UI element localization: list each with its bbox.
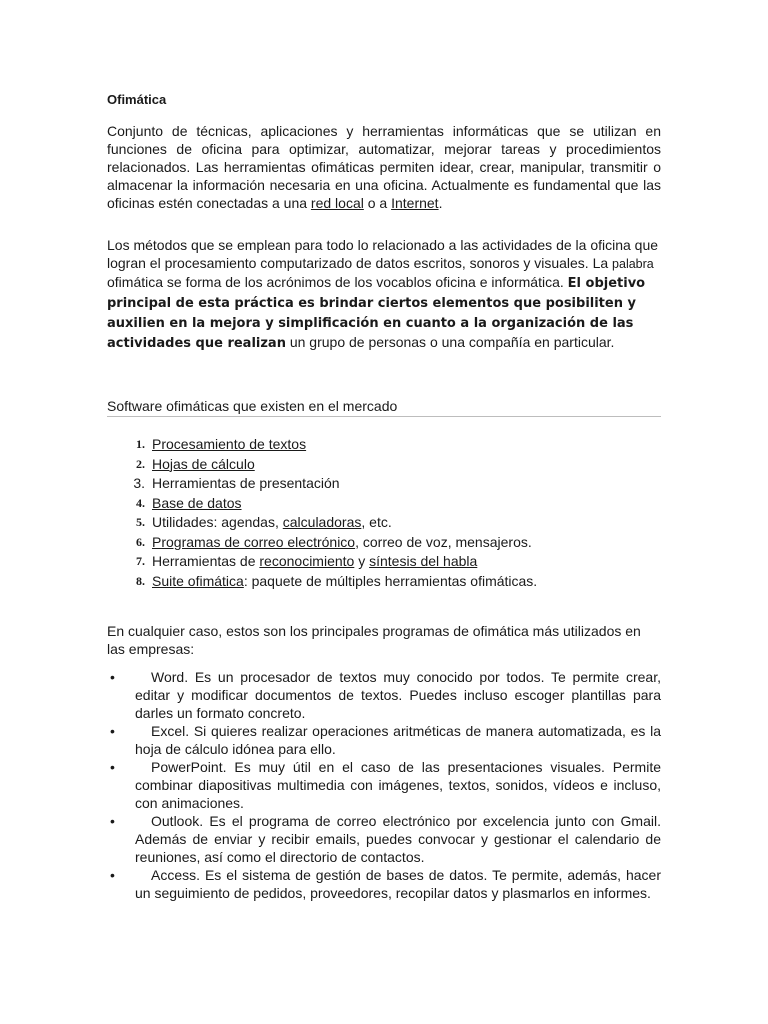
bullet-icon: •	[110, 759, 115, 775]
software-ordered-list	[107, 435, 667, 591]
list-item: • Access. Es el sistema de gestión de bases de datos. Te permite, además, hacer un seguimiento de pedidos, proveedores, recopilar datos y plasmarlos en informes.	[110, 867, 661, 901]
base-datos-link[interactable]: Base de datos	[152, 494, 242, 511]
list-item: 2. Hojas de cálculo	[136, 455, 255, 472]
procesamiento-link[interactable]: Procesamiento de textos	[152, 436, 307, 452]
internet-link[interactable]: Internet	[391, 195, 439, 211]
methods-paragraph: Los métodos que se emplean para todo lo relacionado a las actividades de la oficina que logran el procesamiento computarizado de datos escritos, sonoros y visuales. La palabra ofimática se forma de los acrónimos de los vocablos oficina e informática. El objetivo principal de esta práctica es brindar ciertos elementos que posibiliten y auxilien en la mejora y simplificación en cuanto a la organización de las actividades que realizan un grupo de personas o una compañía en particular.	[107, 237, 659, 351]
list-item: 3. Herramientas de presentación	[133, 475, 340, 491]
list-item: • Outlook. Es el programa de correo electrónico por excelencia junto con Gmail. Además de enviar y recibir emails, puedes convocar y gestionar el calendario de reuniones, así como el directorio de contactos.	[110, 813, 661, 865]
hojas-calculo-link[interactable]: Hojas de cálculo	[152, 455, 255, 472]
list-item: • PowerPoint. Es muy útil en el caso de las presentaciones visuales. Permite combinar diapositivas multimedia con imágenes, textos, sonidos, vídeos e incluso, con animaciones.	[110, 759, 661, 811]
page-title: Ofimática	[107, 92, 167, 107]
list-item: 7. Herramientas de reconocimiento y síntesis del habla	[136, 553, 478, 569]
list-item: 5. Utilidades: agendas, calculadoras, etc.	[136, 514, 392, 530]
bullet-icon: •	[110, 723, 115, 739]
list-item: 1. Procesamiento de textos	[136, 436, 307, 452]
bullet-icon: •	[110, 669, 115, 685]
list-item: • Excel. Si quieres realizar operaciones aritméticas de manera automatizada, es la hoja de cálculo idónea para ello.	[110, 723, 661, 757]
list-item: 6. Programas de correo electrónico, correo de voz, mensajeros.	[136, 533, 532, 550]
correo-electronico-link[interactable]: Programas de correo electrónico	[152, 533, 356, 550]
bullet-icon: •	[110, 867, 115, 883]
calculadoras-link[interactable]: calculadoras	[282, 514, 362, 530]
red-local-link[interactable]: red local	[310, 195, 364, 211]
programs-bullet-list	[107, 668, 661, 902]
sintesis-habla-link[interactable]: síntesis del habla	[369, 553, 478, 569]
list-item: 4. Base de datos	[136, 494, 242, 511]
list-item: 8. Suite ofimática: paquete de múltiples herramientas ofimáticas.	[136, 572, 538, 589]
reconocimiento-link[interactable]: reconocimiento	[259, 553, 355, 569]
suite-ofimatica-link[interactable]: Suite ofimática	[152, 572, 244, 589]
objective-bold-text: El objetivo principal de esta práctica es brindar ciertos elementos que posibiliten y auxilien en la mejora y simplificación en cuanto a la organización de las actividades que realizan	[107, 276, 646, 351]
software-heading: Software ofimáticas que existen en el mercado	[107, 398, 661, 417]
programs-intro-paragraph: En cualquier caso, estos son los principales programas de ofimática más utilizados en las empresas:	[107, 623, 641, 657]
intro-paragraph: Conjunto de técnicas, aplicaciones y herramientas informáticas que se utilizan en funciones de oficina para optimizar, automatizar, mejorar tareas y procedimientos relacionados. Las herramientas ofimáticas permiten idear, crear, manipular, transmitir o almacenar la información necesaria en una oficina. Actualmente es fundamental que las oficinas estén conectadas a una red local o a Internet.	[107, 123, 661, 211]
bullet-icon: •	[110, 813, 115, 829]
list-item: • Word. Es un procesador de textos muy conocido por todos. Te permite crear, editar y modificar documentos de textos. Puedes incluso escoger plantillas para darles un formato concreto.	[110, 669, 661, 721]
